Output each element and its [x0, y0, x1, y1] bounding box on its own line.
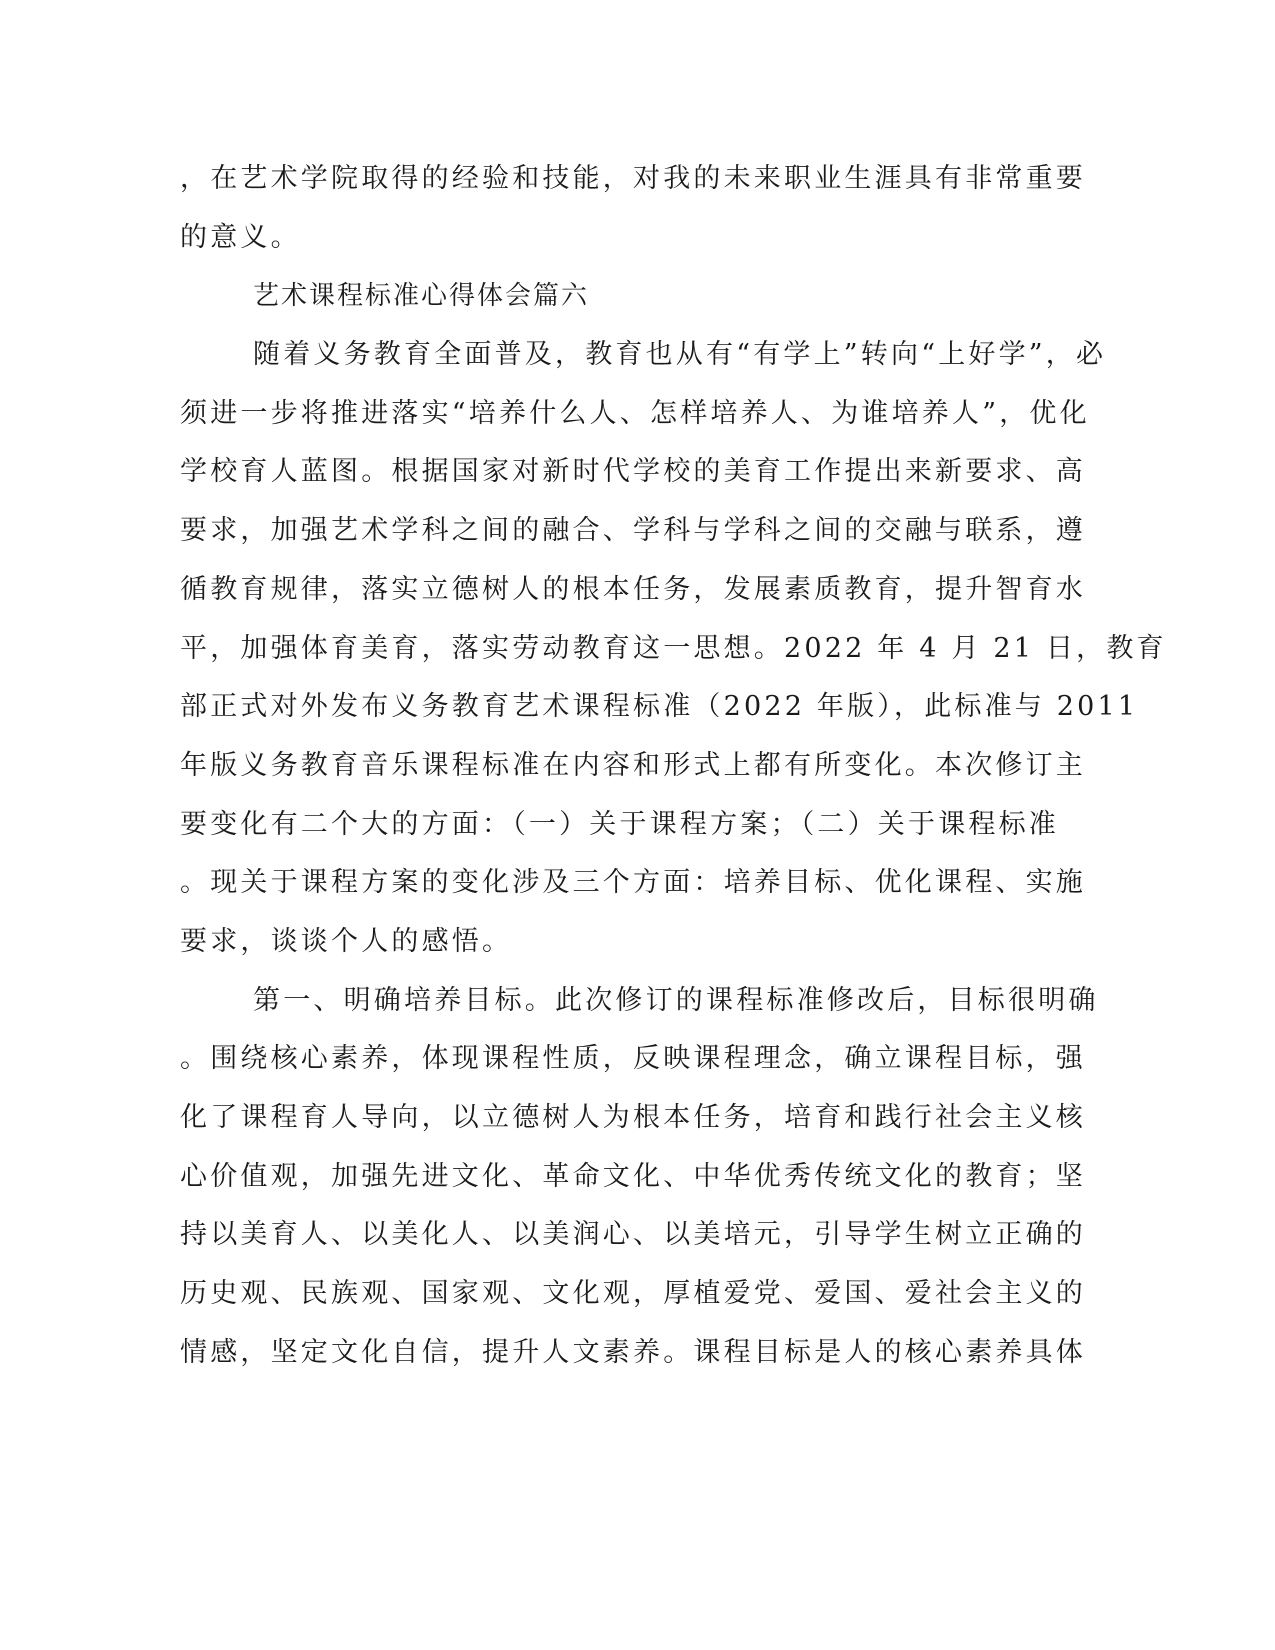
text-line: 要求，加强艺术学科之间的融合、学科与学科之间的交融与联系，遵: [180, 515, 1086, 547]
text-line: 心价值观，加强先进文化、革命文化、中华优秀传统文化的教育；坚: [180, 1160, 1086, 1192]
text-line: 。围绕核心素养，体现课程性质，反映课程理念，确立课程目标，强: [180, 1043, 1086, 1075]
text-line: 化了课程育人导向，以立德树人为根本任务，培育和践行社会主义核: [180, 1102, 1086, 1133]
text-line: 的意义。: [180, 221, 301, 253]
text-line: 持以美育人、以美化人、以美润心、以美培元，引导学生树立正确的: [180, 1219, 1086, 1251]
text-line: ，在艺术学院取得的经验和技能，对我的未来职业生涯具有非常重要: [180, 163, 1086, 194]
text-line: 随着义务教育全面普及，教育也从有“有学上”转向“上好学”，必: [253, 339, 1107, 371]
text-line: 须进一步将推进落实“培养什么人、怎样培养人、为谁培养人”，优化: [180, 397, 1090, 429]
text-line: 历史观、民族观、国家观、文化观，厚植爱党、爱国、爱社会主义的: [180, 1278, 1086, 1310]
text-line: 情感，坚定文化自信，提升人文素养。课程目标是人的核心素养具体: [180, 1336, 1086, 1368]
text-line: 。现关于课程方案的变化涉及三个方面：培养目标、优化课程、实施: [180, 867, 1086, 899]
document-body: [180, 150, 1167, 1382]
text-line: 要求，谈谈个人的感悟。: [180, 925, 513, 957]
text-line: 第一、明确培养目标。此次修订的课程标准修改后，目标很明确: [253, 984, 1099, 1016]
text-line: 循教育规律，落实立德树人的根本任务，发展素质教育，提升智育水: [180, 573, 1086, 605]
text-line: 学校育人蓝图。根据国家对新时代学校的美育工作提出来新要求、高: [180, 456, 1086, 488]
text-line: 要变化有二个大的方面：（一）关于课程方案；（二）关于课程标准: [180, 808, 1059, 840]
text-line: 年版义务教育音乐课程标准在内容和形式上都有所变化。本次修订主: [180, 749, 1086, 781]
text-line: 平，加强体育美育，落实劳动教育这一思想。2022 年 4 月 21 日，教育: [180, 632, 1167, 664]
section-heading: 艺术课程标准心得体会篇六: [253, 281, 590, 312]
text-line: 部正式对外发布义务教育艺术课程标准（2022 年版），此标准与 2011: [180, 691, 1139, 723]
